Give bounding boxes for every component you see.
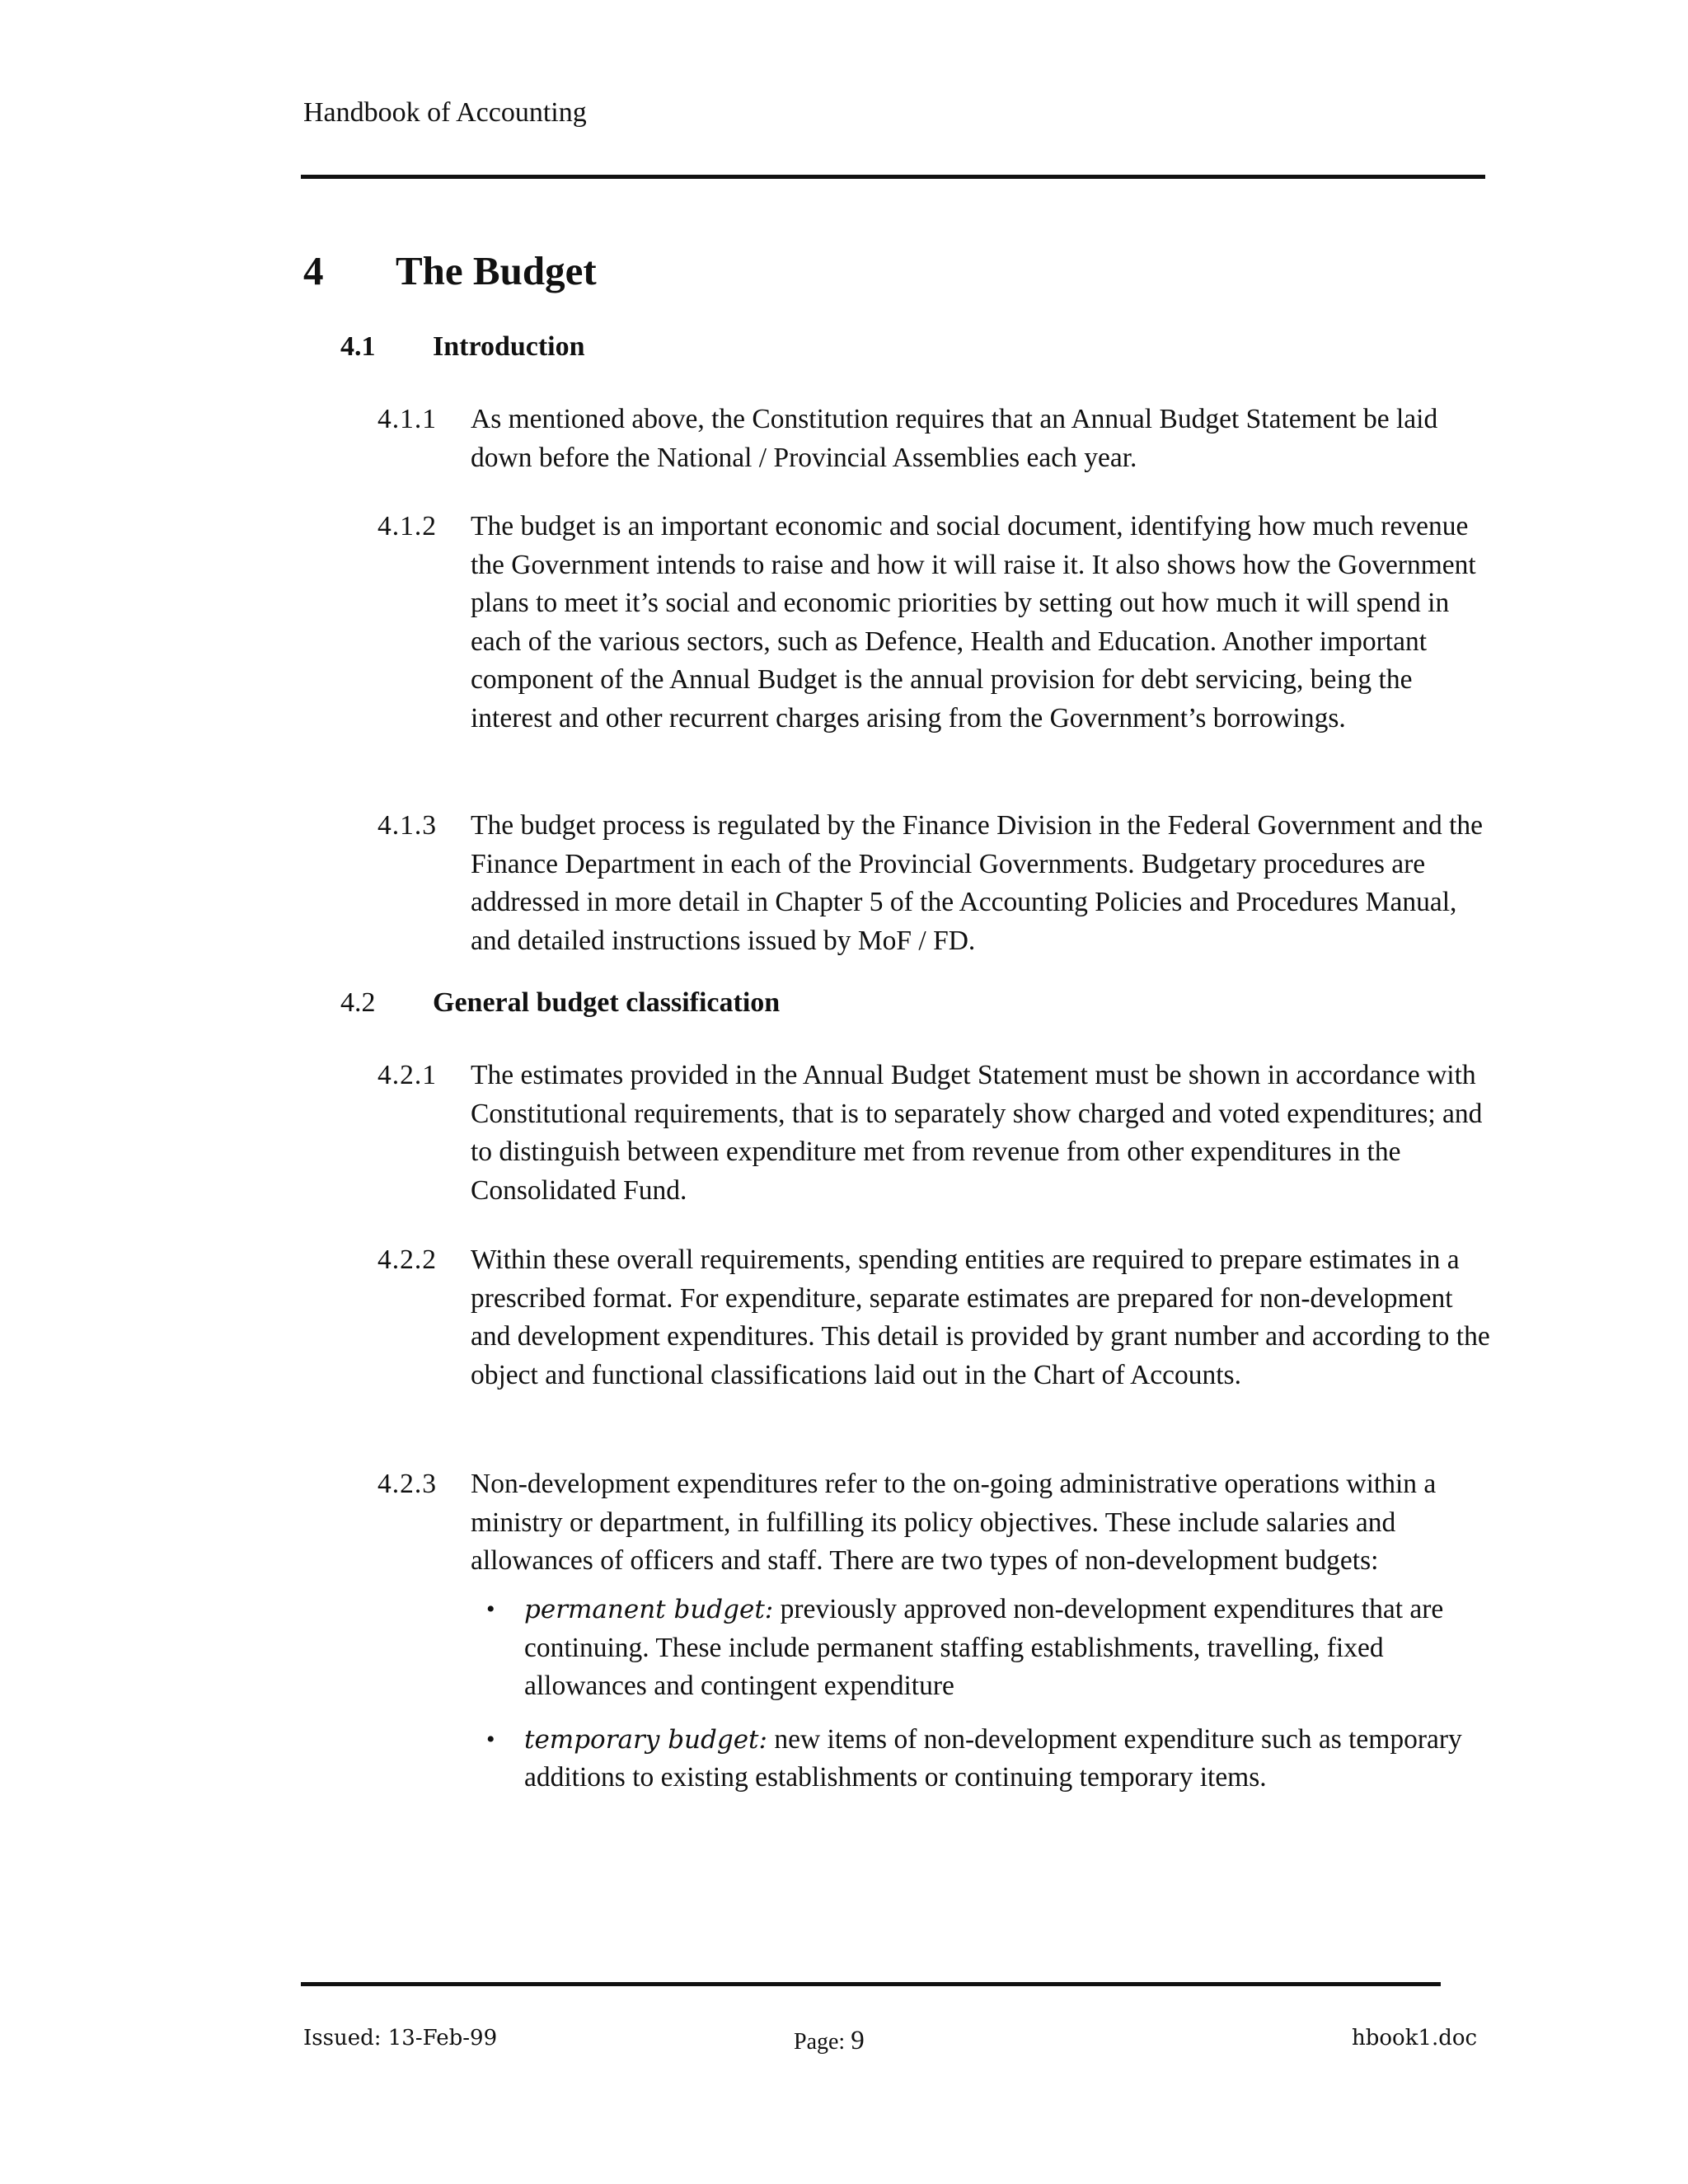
list-item-text: previously approved non-development expenditures that are continuing. These include permanent staffing establishments, travelling, fixed allowances and contingent expenditure (524, 1594, 1444, 1701)
paragraph-number: 4.2.2 (377, 1244, 437, 1275)
footer-issued-date: Issued: 13-Feb-99 (303, 2026, 498, 2050)
running-header-title: Handbook of Accounting (303, 97, 587, 128)
list-item (486, 1591, 1475, 1706)
paragraph-text: Non-development expenditures refer to the on-going administrative operations within a ministry or department, in fulfilling its policy objectives. These include salaries and allowances of officers and staff. There are two types of non-development budgets: (471, 1469, 1437, 1576)
paragraph-number: 4.1.1 (377, 404, 437, 434)
paragraph-4-2-3 (377, 1465, 1498, 1581)
paragraph-number: 4.2.1 (377, 1060, 437, 1090)
bullet-icon: • (486, 1596, 495, 1623)
section-heading-general-budget-classification (340, 987, 780, 1019)
footer-rule (301, 1982, 1441, 1986)
budget-types-list (486, 1591, 1475, 1812)
footer-page (794, 2026, 865, 2056)
section-number: 4.2 (340, 987, 376, 1018)
section-title: Introduction (433, 331, 585, 362)
paragraph-text: Within these overall requirements, spending entities are required to prepare estimates in a prescribed format. For expenditure, separate estimates are prepared for non-development and development expenditures. This detail is provided by grant number and according to the object and functional classifications laid out in the Chart of Accounts. (471, 1244, 1490, 1390)
list-item-term: permanent budget: (524, 1595, 774, 1624)
page-number: 9 (851, 2026, 865, 2055)
paragraph-4-1-3 (377, 807, 1498, 960)
footer-filename: hbook1.doc (1352, 2026, 1478, 2050)
section-heading-introduction (340, 331, 585, 363)
paragraph-4-2-1 (377, 1057, 1498, 1210)
paragraph-4-1-2 (377, 508, 1498, 738)
bullet-icon: • (486, 1725, 495, 1753)
paragraph-4-2-2 (377, 1241, 1498, 1394)
header-rule (301, 175, 1485, 179)
paragraph-4-1-1 (377, 401, 1498, 477)
paragraph-number: 4.2.3 (377, 1469, 437, 1499)
paragraph-text: The estimates provided in the Annual Budget Statement must be shown in accordance with Constitutional requirements, that is to separately show charged and voted expenditures; and to distinguish between expenditure met from revenue from other expenditures in the Consolidated Fund. (471, 1060, 1483, 1206)
paragraph-number: 4.1.3 (377, 810, 437, 841)
paragraph-text: The budget process is regulated by the Finance Division in the Federal Government and the Finance Department in each of the Provincial Governments. Budgetary procedures are addressed in more detail in Chapter 5 of the Accounting Policies and Procedures Manual, and detailed instructions issued by MoF / FD. (471, 810, 1484, 956)
paragraph-text: The budget is an important economic and social document, identifying how much revenue the Government intends to raise and how it will raise it. It also shows how the Government plans to meet it’s social and economic priorities by setting out how much it will spend in each of the various sectors, such as Defence, Health and Education. Another important component of the Annual Budget is the annual provision for debt servicing, being the interest and other recurrent charges arising from the Government’s borrowings. (471, 511, 1476, 733)
chapter-number: 4 (303, 248, 324, 293)
chapter-title: The Budget (396, 248, 597, 293)
paragraph-number: 4.1.2 (377, 511, 437, 541)
list-item-text: new items of non-development expenditure such as temporary additions to existing establishments or continuing temporary items. (524, 1723, 1462, 1793)
section-title: General budget classification (433, 987, 781, 1018)
page-label: Page: (794, 2029, 851, 2055)
paragraph-text: As mentioned above, the Constitution requires that an Annual Budget Statement be laid down before the National / Provincial Assemblies each year. (471, 404, 1438, 473)
chapter-heading (303, 247, 597, 294)
section-number: 4.1 (340, 331, 376, 362)
list-item-term: temporary budget: (524, 1724, 767, 1755)
list-item (486, 1721, 1475, 1797)
